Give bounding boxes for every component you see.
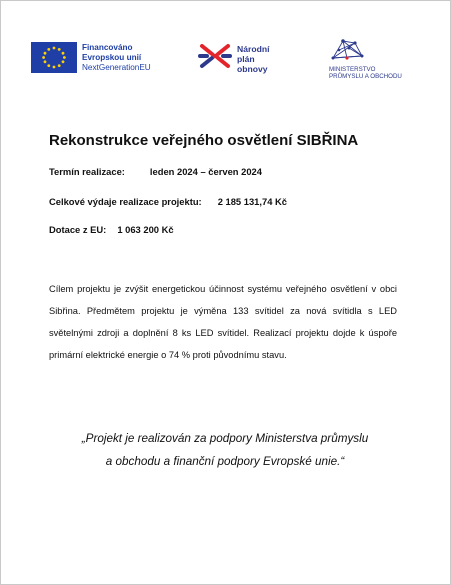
vydaje-label: Celkové výdaje realizace projektu: xyxy=(49,196,202,207)
mpo-logo-line-1: MINISTERSTVO xyxy=(329,66,376,73)
npo-logo-line-2: plán xyxy=(237,53,255,64)
eu-logo-line-3: NextGenerationEU xyxy=(82,62,151,72)
eu-funding-logo xyxy=(31,42,151,73)
mpo-logo-line-2: PRŮMYSLU A OBCHODU xyxy=(329,73,402,80)
quote-line-2: a obchodu a finanční podpory Evropské unie.“ xyxy=(105,455,345,468)
termin-value: leden 2024 – červen 2024 xyxy=(149,166,262,177)
dotace-value: 1 063 200 Kč xyxy=(117,224,174,235)
eu-flag-icon xyxy=(31,42,77,73)
npo-logo xyxy=(197,38,269,79)
mpo-logo xyxy=(329,38,413,80)
page-title: Rekonstrukce veřejného osvětlení SIBŘINA xyxy=(49,132,359,149)
vydaje-value: 2 185 131,74 Kč xyxy=(217,196,288,207)
termin-label: Termín realizace: xyxy=(49,166,125,177)
eu-logo-line-2: Evropskou unií xyxy=(82,52,142,62)
npo-logo-line-3: obnovy xyxy=(237,63,268,74)
funding-quote xyxy=(40,427,410,473)
mpo-emblem-icon xyxy=(329,47,365,64)
dotace-row xyxy=(49,224,174,235)
eu-logo-line-1: Financováno xyxy=(82,42,133,52)
vydaje-row xyxy=(49,196,287,207)
npo-star-icon xyxy=(197,38,233,79)
quote-line-1: „Projekt je realizován za podpory Ministerstva průmyslu xyxy=(81,432,369,445)
project-description: Cílem projektu je zvýšit energetickou účinnost systému veřejného osvětlení v obci Sibřina. Předmětem projektu je výměna 133 svítidel za nová svítidla s LED světelnými zdroji a doplnění 8 ks LED svítidel. Realizací projektu dojde k úspoře primární elektrické energie o 74 % proti původnímu stavu. xyxy=(49,284,397,360)
dotace-label: Dotace z EU: xyxy=(49,224,107,235)
npo-logo-line-1: Národní xyxy=(237,43,270,54)
termin-row xyxy=(49,166,262,177)
